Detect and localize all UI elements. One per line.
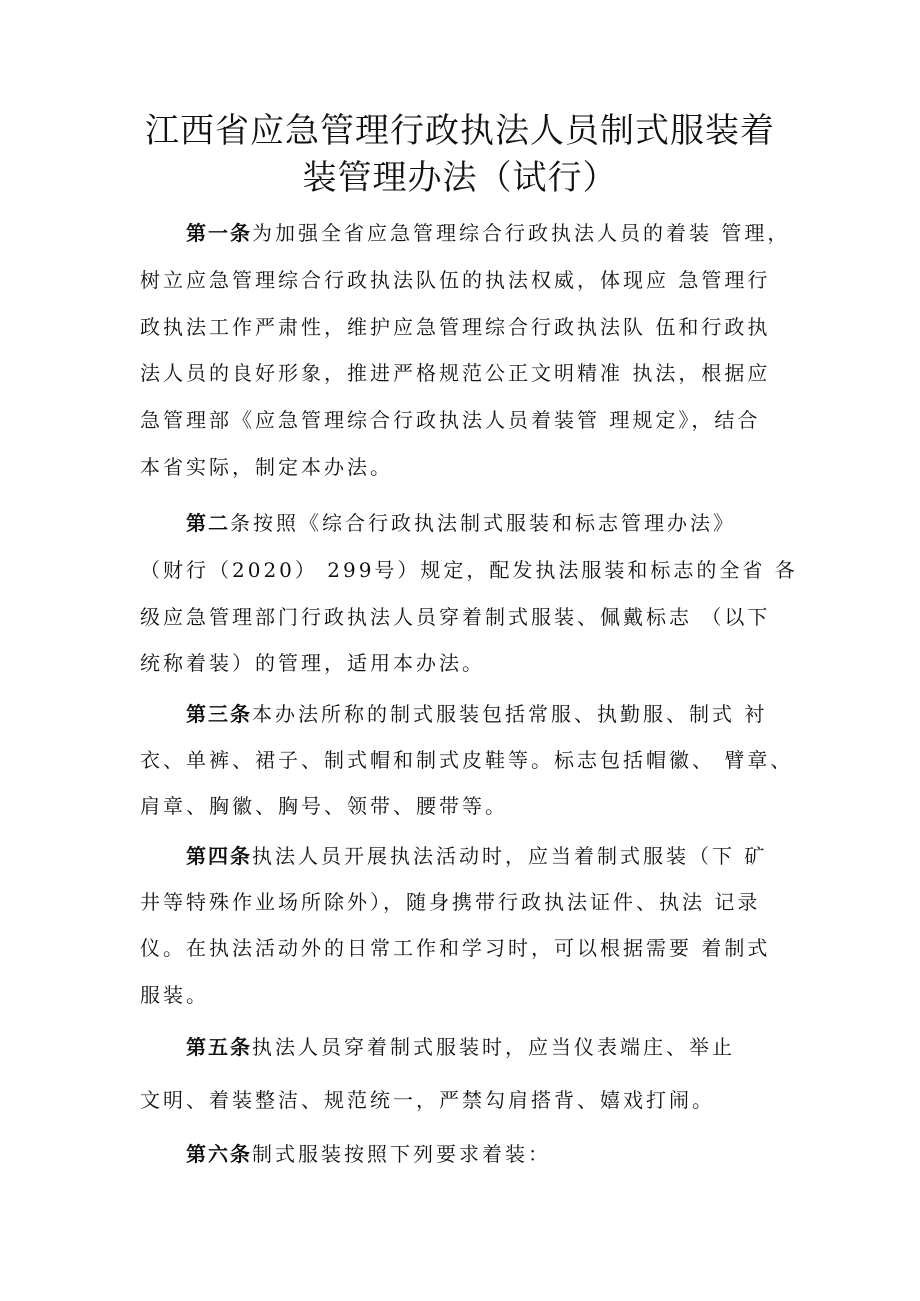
article-2-line-1 xyxy=(186,509,846,537)
article-1-line-1 xyxy=(186,219,846,247)
article-5-text: 执法人员穿着制式服装时，应当仪表端庄、举止 xyxy=(252,1035,735,1059)
article-5-line-1 xyxy=(186,1033,846,1061)
article-2-line-2: （财行（2020） 299号）规定，配发执法服装和标志的全省 各 xyxy=(140,558,798,582)
document-title-line-1: 江西省应急管理行政执法人员制式服装着 xyxy=(145,111,775,151)
article-3-lead: 第三条 xyxy=(186,702,252,726)
article-6-line-1 xyxy=(186,1140,846,1168)
article-1-line-4: 法人员的良好形象，推进严格规范公正文明精准 执法，根据应 xyxy=(140,361,771,385)
article-1-line-2: 树立应急管理综合行政执法队伍的执法权威，体现应 急管理行 xyxy=(140,268,771,292)
article-5-lead: 第五条 xyxy=(186,1035,252,1059)
article-1-line-5: 急管理部《应急管理综合行政执法人员着装管 理规定》，结合 xyxy=(140,408,761,432)
article-1-line-3: 政执法工作严肃性，维护应急管理综合行政执法队 伍和行政执 xyxy=(140,315,771,339)
article-2-line-3: 级应急管理部门行政执法人员穿着制式服装、佩戴标志 （以下 xyxy=(140,605,771,629)
article-3-text: 本办法所称的制式服装包括常服、执勤服、制式 衬 xyxy=(252,702,768,726)
article-3-line-1 xyxy=(186,700,846,728)
article-1-lead: 第一条 xyxy=(186,221,252,245)
article-1-text: 为加强全省应急管理综合行政执法人员的着装 管理， xyxy=(252,221,791,245)
article-2-text: 条按照《综合行政执法制式服装和标志管理办法》 xyxy=(230,511,736,535)
document-title-line-2: 装管理办法（试行） xyxy=(302,158,618,198)
article-3-line-2: 衣、单裤、裙子、制式帽和制式皮鞋等。标志包括帽徽、 臂章、 xyxy=(140,748,794,772)
article-2-lead: 第二 xyxy=(186,511,230,535)
article-5-line-2: 文明、着装整洁、规范统一，严禁勾肩搭背、嬉戏打闹。 xyxy=(140,1088,715,1112)
article-2-line-4: 统称着装）的管理，适用本办法。 xyxy=(140,651,485,675)
article-4-lead: 第四条 xyxy=(186,844,252,868)
article-3-line-3: 肩章、胸徽、胸号、领带、腰带等。 xyxy=(140,794,508,818)
article-4-line-4: 服装。 xyxy=(140,983,209,1007)
article-6-lead: 第六条 xyxy=(186,1142,252,1166)
article-6-text: 制式服装按照下列要求着装： xyxy=(252,1142,551,1166)
article-4-line-3: 仪。在执法活动外的日常工作和学习时，可以根据需要 着制式 xyxy=(140,936,771,960)
article-1-line-6: 本省实际，制定本办法。 xyxy=(140,455,393,479)
article-4-line-1 xyxy=(186,842,846,870)
article-4-line-2: 井等特殊作业场所除外），随身携带行政执法证件、执法 记录 xyxy=(140,890,761,914)
article-4-text: 执法人员开展执法活动时，应当着制式服装（下 矿 xyxy=(252,844,768,868)
